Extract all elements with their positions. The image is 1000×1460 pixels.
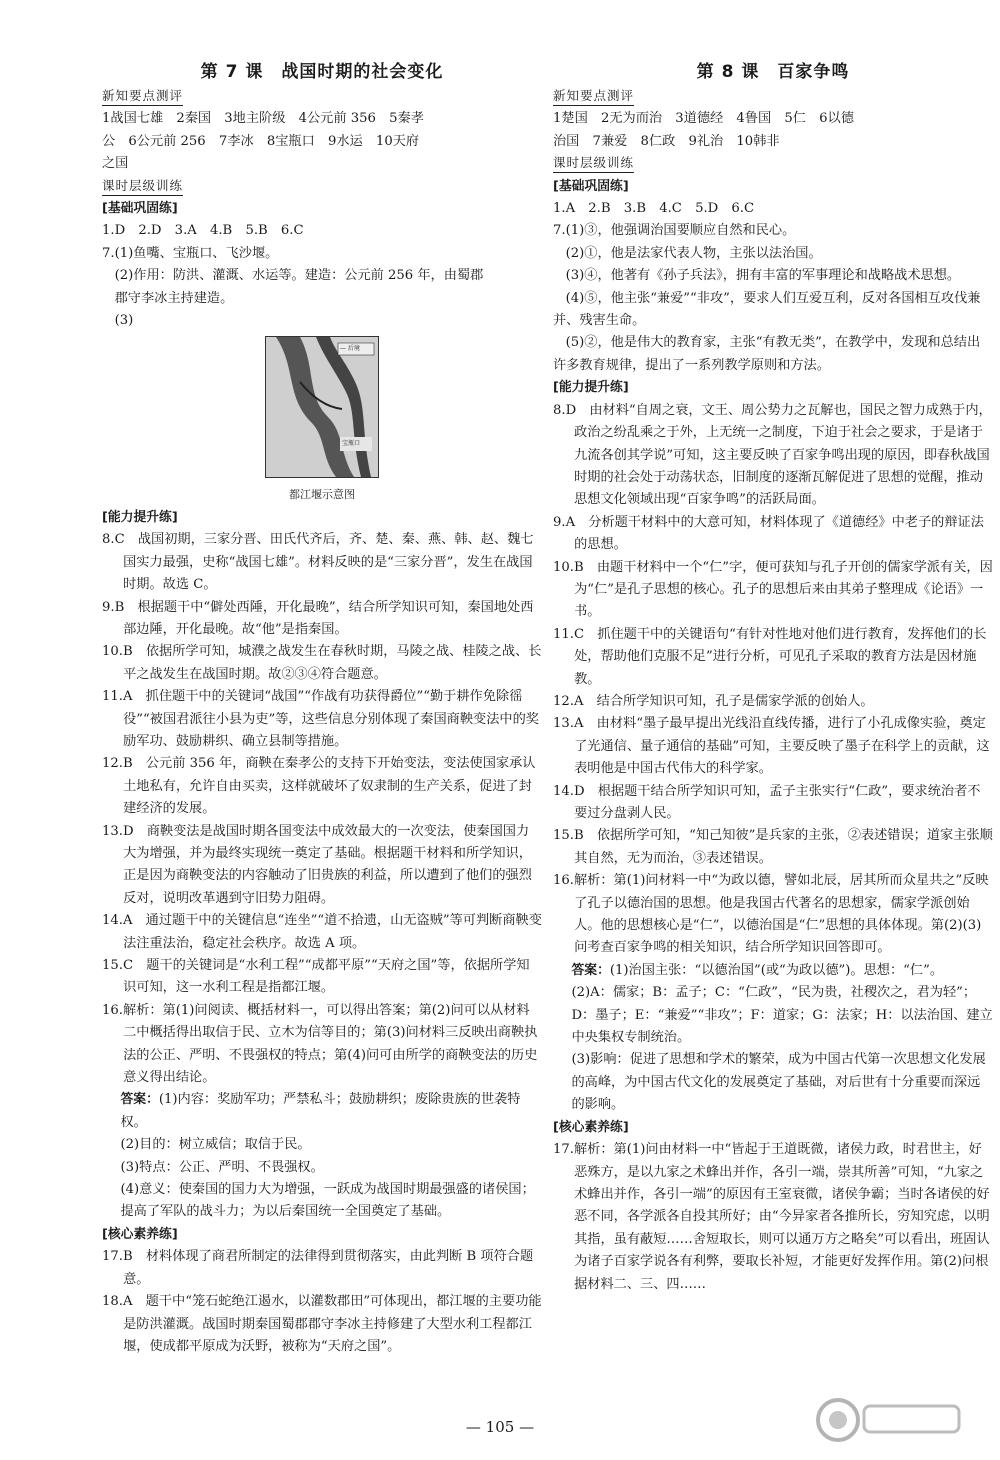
ability-item: 16.解析：第(1)问材料一中“为政以德，譬如北辰，居其所而众星共之”反映了孔子以德治国的思想。他是我国古代著名的思想家，儒家学派创始人。他的思想核心是“仁”，以德治国是“仁”思想的具体体现。第(2)(3)问考查百家争鸣的相关知识，结合所学知识回答即可。 [553, 873, 989, 956]
xinzhi-line: 治国 7兼爱 8仁政 9礼治 10韩非 [553, 133, 780, 149]
map-caption: 都江堰示意图 [289, 487, 355, 501]
answer-line: (4)意义：使秦国的国力大为增强，一跃成为战国时期最强盛的诸侯国；提高了军队的战斗力；为以后秦国统一全国奠定了基础。 [120, 1182, 535, 1220]
answer-line: (2)A：儒家；B：孟子；C：“仁政”，“民为贵，社稷次之，君为轻”；D：墨子；E：“兼爱”“非攻”；F：道家；G：法家；H：以法治国、建立中央集权专制统治。 [571, 985, 993, 1046]
section-training-heading: 课时层级训练 [553, 154, 634, 173]
basic-line: (2)①，他是法家代表人物，主张以法治国。 [553, 245, 822, 261]
basic-line: (4)⑤，他主张“兼爱”“非攻”，要求人们互爱互利，反对各国相互攻伐兼并、残害生命。 [553, 290, 981, 329]
ability-item: 9.B 根据题干中“僻处西陲，开化最晚”，结合所学知识可知，秦国地处西部边陲，开化最晚。故“他”是指秦国。 [102, 599, 534, 637]
basic-line: 1.A 2.B 3.B 4.C 5.D 6.C [553, 201, 755, 217]
basic-line: (3)④，他著有《孙子兵法》，拥有丰富的军事理论和战略战术思想。 [553, 268, 961, 284]
basic-line: (5)②，他是伟大的教育家，主张“有教无类”，在教学中，发现和总结出许多教育规律，提出了一系列教学原则和方法。 [553, 335, 981, 373]
xinzhi-line: 公 6公元前 256 7李冰 8宝瓶口 9水运 10天府 [102, 133, 420, 149]
dujiangyan-figure [102, 336, 542, 502]
xinzhi-line: 1楚国 2无为而治 3道德经 4鲁国 5仁 6以德 [553, 111, 854, 127]
basic-line: 1.D 2.D 3.A 4.B 5.B 6.C [102, 223, 304, 239]
core-heading: [核心素养练] [553, 1119, 629, 1135]
xinzhi-line: 1战国七雄 2秦国 3地主阶级 4公元前 356 5秦孝 [102, 111, 424, 127]
map-legend: — 后境 [340, 345, 360, 353]
map-label-baopingkou: 宝瓶口 [342, 440, 361, 448]
answer-line: (2)目的：树立威信；取信于民。 [120, 1137, 311, 1153]
ability-item: 14.D 根据题干结合所学知识可知，孟子主张实行“仁政”，要求统治者不要过分盘剥人民。 [553, 783, 981, 821]
lesson8-title: 第 8 课 百家争鸣 [696, 62, 850, 82]
ability-item: 9.A 分析题干材料中的大意可知，材料体现了《道德经》中老子的辩证法的思想。 [553, 514, 984, 553]
ability-heading: [能力提升练] [553, 380, 629, 396]
map-graphic [266, 337, 378, 477]
section-xinzhi-heading: 新知要点测评 [102, 87, 183, 106]
answer-label: 答案： [120, 1092, 159, 1108]
ability-item: 11.A 抓住题干中的关键词“战国”“作战有功获得爵位”“勤于耕作免除徭役”“被国君派往小县为吏”等，这些信息分别体现了秦国商鞅变法中的奖励军功、鼓励耕织、确立县制等措施。 [102, 689, 539, 749]
answer-label: 答案： [571, 962, 610, 978]
basic-line: 郡守李冰主持建造。 [102, 290, 234, 306]
ability-item: 16.解析：第(1)问阅读、概括材料一，可以得出答案；第(2)问可以从材料二中概括得出取信于民、立木为信等目的；第(3)问材料三反映出商鞅执法的公正、严明、不畏强权的特点；第(4)问可由所学的商鞅变法的历史意义得出结论。 [102, 1002, 538, 1086]
ability-item: 12.A 结合所学知识可知，孔子是儒家学派的创始人。 [553, 693, 874, 709]
answer-line: (1)内容：奖励军功；严禁私斗；鼓励耕织；废除贵族的世袭特权。 [120, 1092, 521, 1130]
ability-item: 11.C 抓住题干中的关键语句“有针对性地对他们进行教育，发挥他们的长处，帮助他们克服不足”进行分析，可见孔子采取的教育方法是因材施教。 [553, 626, 987, 687]
ability-heading: [能力提升练] [102, 509, 178, 525]
left-column [102, 58, 542, 1358]
answer-line: (3)影响：促进了思想和学术的繁荣，成为中国古代第一次思想文化发展的高峰，为中国古代文化的发展奠定了基础，对后世有十分重要而深远的影响。 [571, 1052, 986, 1113]
ability-item: 15.C 题干的关键词是“水利工程”“成都平原”“天府之国”等，依据所学知识可知，这一水利工程是指都江堰。 [102, 958, 530, 996]
ability-item: 10.B 依据所学可知，城濮之战发生在春秋时期，马陵之战、桂陵之战、长平之战发生在战国时期。故②③④符合题意。 [102, 644, 542, 682]
core-item: 17.解析：第(1)问由材料一中“皆起于王道既微，诸侯力政，时君世主，好恶殊方，是以九家之术蜂出并作，各引一端，崇其所善”可知，“九家之术蜂出并作，各引一端”的原因有王室衰微，诸侯争霸；当时各诸侯的好恶不同，各学派各自投其所好；由“今异家者各推所长，穷知究虑，以明其指，虽有蔽短……舍短取长，则可以通万方之略矣”可以看出，班固认为诸子百家学说各有利弊，要取长补短，才能更好发挥作用。第(2)问根据材料二、三、四…… [553, 1142, 990, 1292]
basic-heading: [基础巩固练] [102, 201, 178, 217]
ability-item: 13.D 商鞅变法是战国时期各国变法中成效最大的一次变法，使秦国国力大为增强，并为最终实现统一奠定了基础。根据题干材料和所学知识，正是因为商鞅变法的内容触动了旧贵族的利益，所以遭到了他们的强烈反对，说明改革遇到守旧势力阻碍。 [102, 823, 532, 906]
xinzhi-line: 之国 [102, 156, 129, 172]
ability-item: 12.B 公元前 356 年，商鞅在秦孝公的支持下开始变法，变法使国家承认土地私有，允许自由买卖，这样就破坏了奴隶制的生产关系，促进了封建经济的发展。 [102, 756, 536, 817]
core-item: 17.B 材料体现了商君所制定的法律得到贯彻落实，由此判断 B 项符合题意。 [102, 1249, 534, 1287]
ability-item: 15.B 依据所学可知，“知己知彼”是兵家的主张，②表述错误；道家主张顺其自然，无为而治，③表述错误。 [553, 828, 993, 866]
page-number: — 105 — [465, 1418, 535, 1436]
answer-line: (1)治国主张：“以德治国”(或“为政以德”)。思想：“仁”。 [609, 962, 944, 978]
ability-item: 13.A 由材料“墨子最早提出光线沿直线传播，进行了小孔成像实验，奠定了光通信、量子通信的基础”可知，主要反映了墨子在科学上的贡献，这表明他是中国古代伟大的科学家。 [553, 716, 990, 777]
ability-item: 14.A 通过题干中的关键信息“连坐”“道不拾遗，山无盗贼”等可判断商鞅变法注重法治，稳定社会秩序。故选 A 项。 [102, 913, 542, 951]
ability-item: 8.C 战国初期，三家分晋、田氏代齐后，齐、楚、秦、燕、韩、赵、魏七国实力最强，史称“战国七雄”。材料反映的是“三家分晋”，发生在战国时期。故选 C。 [102, 532, 534, 593]
basic-heading: [基础巩固练] [553, 178, 629, 194]
basic-line: 7.(1)③，他强调治国要顺应自然和民心。 [553, 223, 796, 239]
core-heading: [核心素养练] [102, 1226, 178, 1242]
ability-item: 10.B 由题干材料中一个“仁”字，便可获知与孔子开创的儒家学派有关，因为“仁”是孔子思想的核心。孔子的思想后来由其弟子整理成《论语》一书。 [553, 559, 993, 620]
lesson7-title: 第 7 课 战国时期的社会变化 [200, 62, 444, 82]
right-column [553, 58, 993, 1296]
dujiangyan-map [265, 336, 379, 478]
ability-item: 8.D 由材料“自周之衰，文王、周公势力之瓦解也，国民之智力成熟于内，政治之纷乱乘之于外，上无统一之制度，下迫于社会之要求，于是诸于九流各创其学说”可知，这主要反映了百家争鸣出现的原因，即春秋战国时期的社会处于动荡状态，旧制度的逐渐瓦解促进了思想的觉醒，推动思想文化领域出现“百家争鸣”的活跃局面。 [553, 402, 992, 508]
watermark-logo [814, 1396, 964, 1444]
basic-line: (3) [102, 313, 134, 329]
section-xinzhi-heading: 新知要点测评 [553, 87, 634, 106]
basic-line: 7.(1)鱼嘴、宝瓶口、飞沙堰。 [102, 245, 279, 261]
section-training-heading: 课时层级训练 [102, 177, 183, 196]
answer-line: (3)特点：公正、严明、不畏强权。 [120, 1159, 324, 1175]
basic-line: (2)作用：防洪、灌溉、水运等。建造：公元前 256 年，由蜀郡 [102, 268, 484, 284]
core-item: 18.A 题干中“笼石蛇绝江遏水，以灌数郡田”可体现出，都江堰的主要功能是防洪灌溉。战国时期秦国蜀郡郡守李冰主持修建了大型水利工程都江堰，使成都平原成为沃野，被称为“天府之国”。 [102, 1294, 542, 1354]
